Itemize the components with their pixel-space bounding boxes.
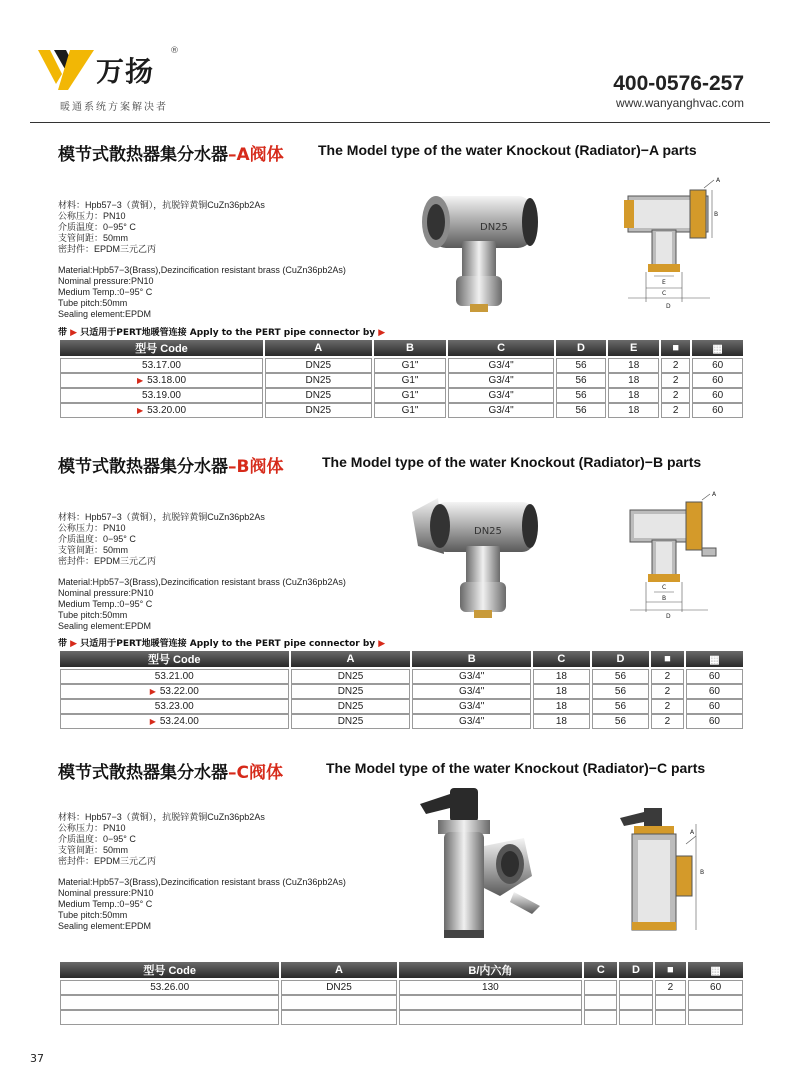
col-carton-qty: ▦ xyxy=(688,962,743,980)
logo-mark xyxy=(36,44,96,92)
brand-name: 万扬 xyxy=(96,55,155,88)
registered-mark: ® xyxy=(170,46,179,56)
col-box-qty: ■ xyxy=(661,340,690,358)
section-a-diagram xyxy=(618,176,728,316)
pert-marker-icon: ▶ xyxy=(136,376,144,385)
section-b-title: 模节式散热器集分水器–B阀体 xyxy=(58,457,284,477)
product-photo-a xyxy=(412,186,542,316)
table-row: 53.23.00 DN25 G3/4" 18 56 2 60 xyxy=(60,699,743,714)
svg-text:A: A xyxy=(712,491,717,498)
table-row: 53.26.00 DN25 130 2 60 xyxy=(60,980,743,995)
col-d: D xyxy=(556,340,607,358)
col-a: A xyxy=(281,962,396,980)
col-a: A xyxy=(265,340,372,358)
svg-text:A: A xyxy=(690,829,695,836)
section-a-title: 模节式散热器集分水器–A阀体 xyxy=(58,145,284,165)
section-c-specs: 材料：Hpb57−3（黄铜），抗脱锌黄铜CuZn36pb2As 公称压力：PN10 介质温度：0−95° C 支管间距：50mm 密封件：EPDM三元乙丙 Material:Hpb57−3(Brass),Dezincification resistant brass (CuZn36pb2As) Nominal pressure:PN10 Medium Temp.:0−95° C Tube pitch:50mm Sealing element:EPDM xyxy=(58,812,346,931)
section-c-diagram xyxy=(616,804,716,940)
col-box-qty: ■ xyxy=(655,962,687,980)
pert-marker-icon: ▶ xyxy=(149,687,156,696)
col-carton-qty: ▦ xyxy=(686,651,743,669)
phone-number: 400-0576-257 xyxy=(613,72,744,95)
section-b-table xyxy=(58,651,745,729)
section-c-table xyxy=(58,962,745,1025)
table-row xyxy=(60,1010,743,1025)
col-d: D xyxy=(619,962,652,980)
col-b: B xyxy=(374,340,447,358)
col-c: C xyxy=(448,340,553,358)
col-box-qty: ■ xyxy=(651,651,684,669)
svg-text:D: D xyxy=(666,613,671,620)
section-a-title-en: The Model type of the water Knockout (Radiator)−A parts xyxy=(318,142,697,158)
pert-marker-icon: ▶ xyxy=(136,406,144,415)
slogan: 暖通系统方案解决者 xyxy=(60,102,168,113)
page-number: 37 xyxy=(30,1052,44,1065)
section-b-specs: 材料：Hpb57−3（黄铜），抗脱锌黄铜CuZn36pb2As 公称压力：PN10 介质温度：0−95° C 支管间距：50mm 密封件：EPDM三元乙丙 Material:Hpb57−3(Brass),Dezincification resistant brass (CuZn36pb2As) Nominal pressure:PN10 Medium Temp.:0−95° C Tube pitch:50mm Sealing element:EPDM xyxy=(58,512,346,631)
svg-text:DN25: DN25 xyxy=(474,526,502,537)
col-carton-qty: ▦ xyxy=(692,340,743,358)
table-row: ▶ 53.18.00 DN25 G1" G3/4" 56 18 2 60 xyxy=(60,373,743,388)
svg-text:B: B xyxy=(714,211,719,218)
col-code: 型号 Code xyxy=(60,651,289,669)
table-row: 53.17.00 DN25 G1" G3/4" 56 18 2 60 xyxy=(60,358,743,373)
header-divider xyxy=(30,122,770,123)
svg-text:B: B xyxy=(662,595,667,602)
section-b-title-en: The Model type of the water Knockout (Radiator)−B parts xyxy=(322,454,702,470)
svg-text:E: E xyxy=(662,279,666,286)
section-a-specs: 材料：Hpb57−3（黄铜），抗脱锌黄铜CuZn36pb2As 公称压力：PN10 介质温度：0−95° C 支管间距：50mm 密封件：EPDM三元乙丙 Material:Hpb57−3(Brass),Dezincification resistant brass (CuZn36pb2As) Nominal pressure:PN10 Medium Temp.:0−95° C Tube pitch:50mm Sealing element:EPDM xyxy=(58,200,346,319)
svg-text:B: B xyxy=(700,869,705,876)
col-c: C xyxy=(584,962,617,980)
table-row: ▶ 53.24.00 DN25 G3/4" 18 56 2 60 xyxy=(60,714,743,729)
col-code: 型号 Code xyxy=(60,962,279,980)
table-row: ▶ 53.22.00 DN25 G3/4" 18 56 2 60 xyxy=(60,684,743,699)
col-b: B xyxy=(412,651,530,669)
col-code: 型号 Code xyxy=(60,340,263,358)
section-a-table xyxy=(58,340,745,418)
svg-text:A: A xyxy=(716,177,721,184)
svg-text:C: C xyxy=(662,290,667,297)
svg-text:C: C xyxy=(662,584,667,591)
col-a: A xyxy=(291,651,411,669)
section-c-title-en: The Model type of the water Knockout (Radiator)−C parts xyxy=(326,760,706,776)
table-row: 53.21.00 DN25 G3/4" 18 56 2 60 xyxy=(60,669,743,684)
product-photo-c xyxy=(414,784,554,944)
svg-text:DN25: DN25 xyxy=(480,222,508,233)
col-c: C xyxy=(533,651,590,669)
col-d: D xyxy=(592,651,649,669)
website[interactable]: www.wanyanghvac.com xyxy=(615,96,744,110)
section-b-connector-note: 带 ▶ 只适用于PERT地暖管连接 Apply to the PERT pipe connector by ▶ xyxy=(58,639,386,649)
section-b-diagram xyxy=(622,488,732,622)
section-c-title: 模节式散热器集分水器–C阀体 xyxy=(58,763,283,783)
pert-marker-icon: ▶ xyxy=(149,717,156,726)
table-row xyxy=(60,995,743,1010)
col-e: E xyxy=(608,340,659,358)
section-a-connector-note: 带 ▶ 只适用于PERT地暖管连接 Apply to the PERT pipe connector by ▶ xyxy=(58,328,386,338)
col-b-hex: B/内六角 xyxy=(399,962,583,980)
product-photo-b xyxy=(404,494,544,624)
svg-text:D: D xyxy=(666,303,671,310)
table-row: ▶ 53.20.00 DN25 G1" G3/4" 56 18 2 60 xyxy=(60,403,743,418)
table-row: 53.19.00 DN25 G1" G3/4" 56 18 2 60 xyxy=(60,388,743,403)
